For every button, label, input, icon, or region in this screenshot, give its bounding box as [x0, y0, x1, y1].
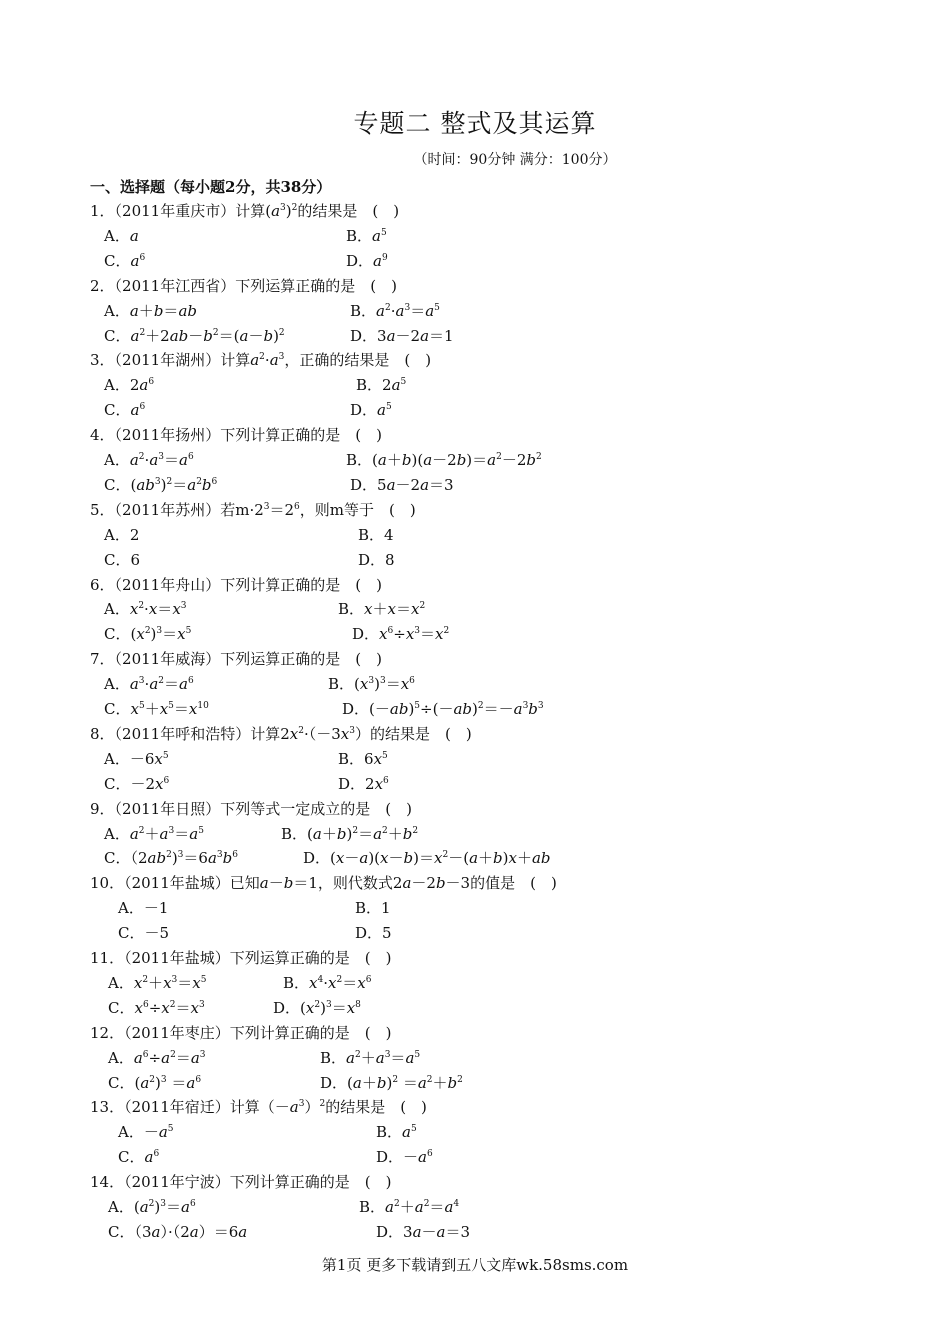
- question-5-stem: 5．（2011年苏州）若$m\cdot 2^3=2^6$，则m等于 ( ): [90, 500, 416, 519]
- question-3-option-c: C．$a^6$: [104, 401, 146, 420]
- question-7-option-b: B．$(x^3)^3=x^6$: [328, 675, 415, 694]
- question-9-stem: 9．（2011年日照）下列等式一定成立的是 ( ): [90, 799, 412, 818]
- question-2-option-d: D．3a－2a＝1: [350, 326, 454, 345]
- question-10-option-c: C．－5: [118, 924, 170, 943]
- question-12-option-a: A．$a^6\div a^2=a^3$: [108, 1048, 206, 1067]
- question-7-option-a: A．$a^3\cdot a^2=a^6$: [104, 675, 194, 694]
- question-10-option-a: A．－1: [118, 899, 169, 918]
- question-14-option-d: D．3a－a＝3: [376, 1222, 471, 1241]
- question-3-option-a: A．$2a^6$: [104, 376, 155, 395]
- question-5-option-a: A．2: [104, 525, 140, 544]
- question-8-stem: 8．（2011年呼和浩特）计算$2x^2\cdot(-3x^3)$的结果是 ( ): [90, 724, 472, 743]
- question-1-option-c: C．$a^6$: [104, 251, 146, 270]
- question-14-option-b: B．$a^2+a^2=a^4$: [359, 1198, 460, 1216]
- question-11-option-b: B．$x^4\cdot x^2=x^6$: [283, 973, 372, 992]
- question-12-option-b: B．$a^2+a^3=a^5$: [320, 1048, 421, 1067]
- question-1-option-b: B．$a^5$: [346, 226, 387, 245]
- question-7-option-d: D．$(-ab)^5\div(-ab)^2=-a^3b^3$: [342, 700, 544, 718]
- question-4-option-b: B．$(a+b)(a-2b)=a^2-2b^2$: [346, 451, 542, 469]
- question-2-option-a: A．a＋b＝ab: [104, 301, 197, 320]
- question-9-option-b: B．$(a+b)^2=a^2+b^2$: [281, 824, 419, 843]
- question-9-option-c: C．$(2ab^2)^3=6a^3b^6$: [104, 849, 238, 868]
- question-13-option-c: C．$a^6$: [118, 1148, 160, 1167]
- question-7-stem: 7．（2011年威海）下列运算正确的是 ( ): [90, 650, 382, 669]
- question-12-stem: 12．（2011年枣庄）下列计算正确的是 ( ): [90, 1023, 392, 1042]
- question-2-option-c: C．$a^2+2ab-b^2=(a-b)^2$: [104, 326, 285, 345]
- question-12-option-c: C．$(a^2)^3 =a^6$: [108, 1073, 202, 1092]
- question-8-option-c: C．$-2x^6$: [104, 774, 170, 793]
- question-6-stem: 6．（2011年舟山）下列计算正确的是 ( ): [90, 575, 382, 594]
- question-4-option-c: C．$(ab^3)^2=a^2b^6$: [104, 475, 218, 494]
- question-13-option-b: B．$a^5$: [376, 1123, 417, 1142]
- question-14-stem: 14．（2011年宁波）下列计算正确的是 ( ): [90, 1173, 392, 1192]
- question-11-option-d: D．$(x^2)^3=x^8$: [273, 998, 361, 1017]
- question-6-option-d: D．$x^6\div x^3=x^2$: [352, 625, 450, 644]
- question-5-option-d: D．8: [358, 550, 395, 569]
- question-4-option-d: D．5a－2a＝3: [350, 475, 454, 494]
- question-14-option-c: C．（3a）·（2a）＝6a: [108, 1222, 248, 1241]
- page-subtitle: （时间：90分钟 满分：100分）: [413, 152, 617, 168]
- page-title: 专题二 整式及其运算: [353, 109, 597, 138]
- question-5-option-b: B．4: [358, 525, 394, 544]
- question-13-option-a: A．$-a^5$: [118, 1123, 174, 1142]
- question-7-option-c: C．$x^5+x^5=x^{10}$: [104, 700, 209, 718]
- question-10-stem: 10．（2011年盐城）已知a－b＝1，则代数式2a－2b－3的值是 ( ): [90, 874, 557, 893]
- question-4-option-a: A．$a^2\cdot a^3=a^6$: [104, 451, 194, 469]
- question-12-option-d: D．$(a+b)^2 =a^2+b^2$: [320, 1073, 463, 1092]
- question-13-stem: 13．（2011年宿迁）计算$(-a^3)^2$的结果是 ( ): [90, 1098, 427, 1117]
- question-3-option-b: B．$2a^5$: [356, 376, 407, 395]
- question-10-option-b: B．1: [355, 899, 391, 918]
- question-1-stem: 1．（2011年重庆市）计算$(a^3)^2$的结果是 ( ): [90, 202, 400, 220]
- question-3-stem: 3．（2011年湖州）计算$a^2\cdot a^3$，正确的结果是 ( ): [90, 351, 432, 370]
- question-2-option-b: B．$a^2\cdot a^3=a^5$: [350, 301, 440, 320]
- question-1-option-a: A．a: [104, 226, 139, 245]
- question-5-option-c: C．6: [104, 550, 141, 569]
- question-6-option-c: C．$(x^2)^3=x^5$: [104, 625, 192, 644]
- question-8-option-d: D．$2x^6$: [338, 774, 389, 793]
- question-6-option-b: B．$x+x=x^2$: [338, 600, 426, 619]
- page-footer: 第1页 更多下载请到五八文库wk.58sms.com: [321, 1256, 629, 1274]
- question-6-option-a: A．$x^2\cdot x=x^3$: [104, 600, 187, 619]
- question-2-stem: 2．（2011年江西省）下列运算正确的是 ( ): [90, 276, 397, 295]
- question-9-option-d: D．$(x-a)(x-b)=x^2-(a+b)x+ab$: [303, 849, 551, 868]
- question-14-option-a: A．$(a^2)^3=a^6$: [108, 1198, 196, 1216]
- question-4-stem: 4．（2011年扬州）下列计算正确的是 ( ): [90, 426, 382, 445]
- question-9-option-a: A．$a^2+a^3=a^5$: [104, 824, 204, 843]
- question-8-option-a: A．$-6x^5$: [104, 749, 169, 768]
- question-1-option-d: D．$a^9$: [346, 251, 388, 270]
- question-11-option-a: A．$x^2+x^3=x^5$: [108, 973, 207, 992]
- section-heading: 一、选择题（每小题2分，共38分）: [90, 178, 332, 196]
- question-3-option-d: D．$a^5$: [350, 401, 392, 420]
- question-10-option-d: D．5: [355, 924, 392, 943]
- question-11-option-c: C．$x^6\div x^2=x^3$: [108, 998, 205, 1017]
- question-11-stem: 11．（2011年盐城）下列运算正确的是 ( ): [90, 949, 392, 967]
- question-8-option-b: B．$6x^5$: [338, 749, 388, 768]
- question-13-option-d: D．$-a^6$: [376, 1148, 433, 1167]
